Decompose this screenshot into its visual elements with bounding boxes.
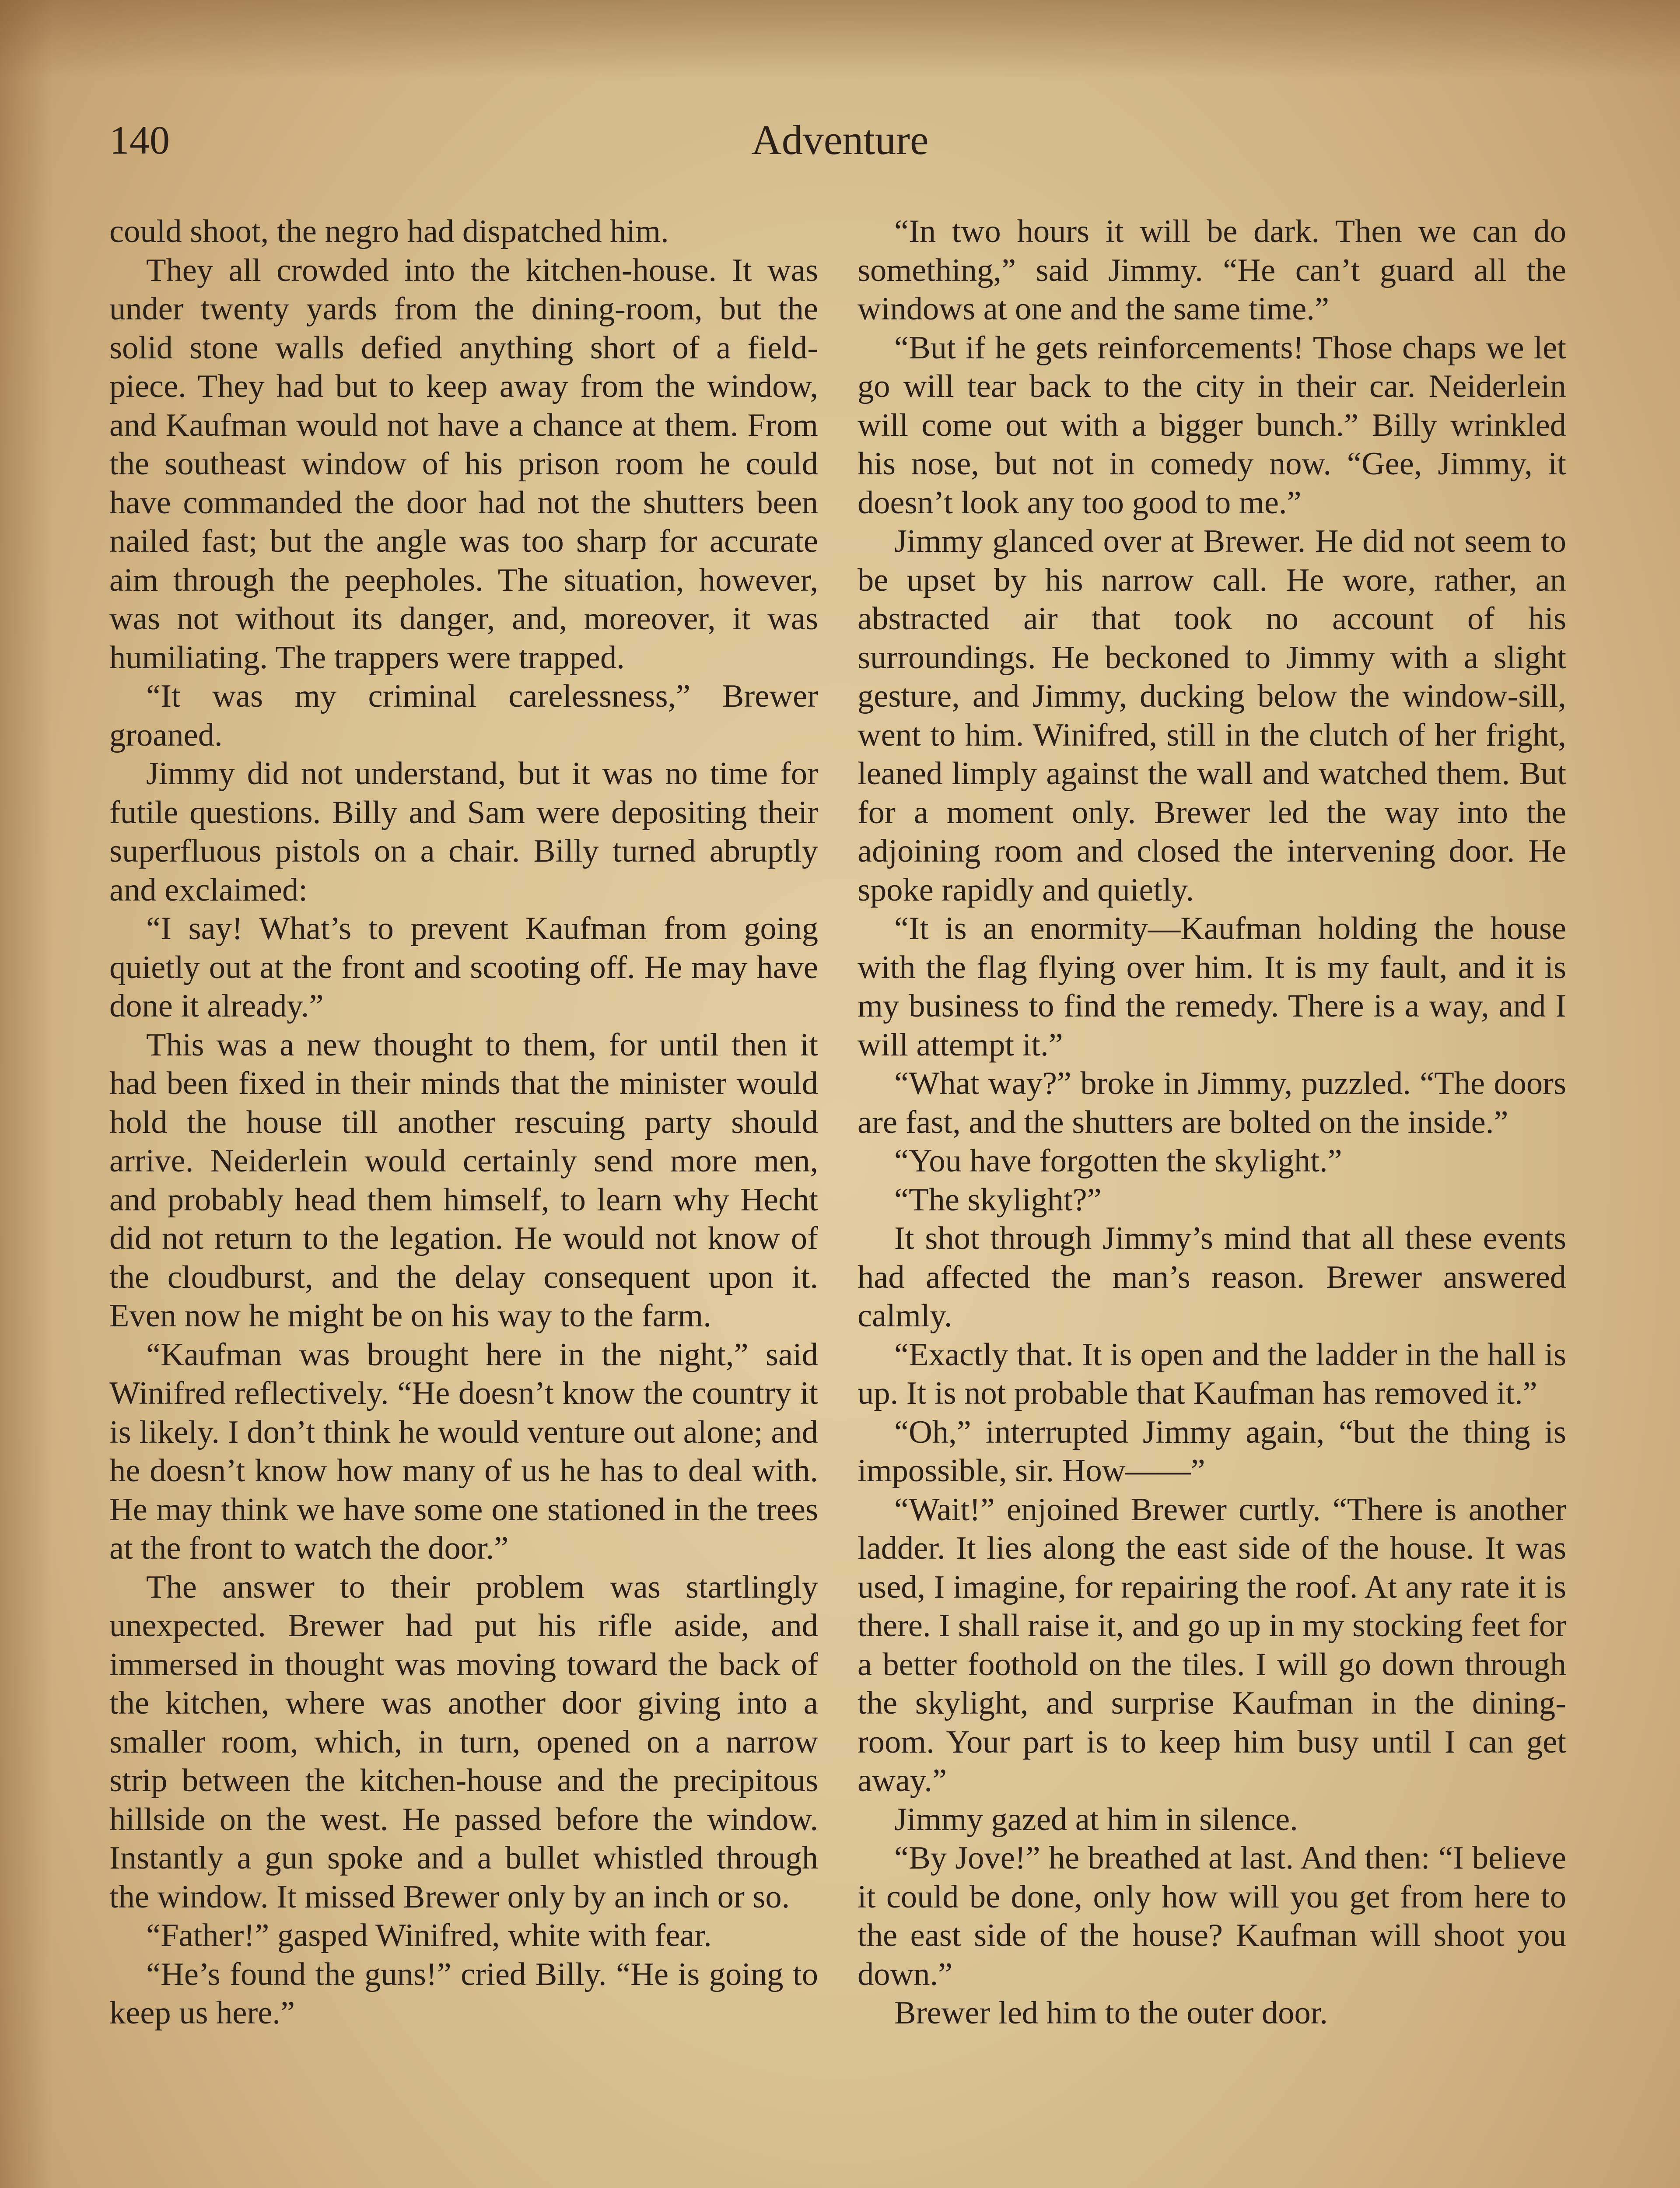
paragraph: “The skylight?” [894,1182,1102,1218]
page-header [109,116,1571,164]
paragraph: It shot through Jimmy’s mind that all these events had affected the man’s reason. Brewer answered calmly. [858,1220,1566,1334]
paragraph: “Wait!” enjoined Brewer curtly. “There is another ladder. It lies along the east side of the house. It was used, I imagine, for repairing the roof. At any rate it is there. I shall raise it, and go up in my stocking feet for a better foothold on the tiles. I will go down through the skylight, and surprise Kaufman in the dining-room. Your part is to keep him busy until I can get away.” [858,1491,1566,1799]
paragraph: “He’s found the guns!” cried Billy. “He is going to keep us here.” [109,1956,818,2031]
paragraph: could shoot, the negro had dispatched him. [109,214,669,249]
paragraph: Brewer led him to the outer door. [894,1995,1328,2031]
paragraph: The answer to their problem was startlingly unexpected. Brewer had put his rifle aside, and immersed in thought was moving toward the back of the kitchen, where was another door giving into a smaller room, which, in turn, opened on a narrow strip between the kitchen-house and the precipitous hillside on the west. He passed before the window. Instantly a gun spoke and a bullet whistled through the window. It missed Brewer only by an inch or so. [109,1569,818,1915]
paragraph: They all crowded into the kitchen-house. It was under twenty yards from the dining-room, but the solid stone walls defied anything short of a field-piece. They had but to keep away from the window, and Kaufman would not have a chance at them. From the southeast window of his prison room he could have commanded the door had not the shutters been nailed fast; but the angle was too sharp for accurate aim through the peepholes. The situation, however, was not without its danger, and, moreover, it was humiliating. The trappers were trapped. [109,252,818,676]
paragraph: “I say! What’s to prevent Kaufman from going quietly out at the front and scooting off. He may have done it already.” [109,911,818,1024]
paragraph: “It is an enormity—Kaufman holding the house with the flag flying over him. It is my fault, and it is my business to find the remedy. There is a way, and I will attempt it.” [858,911,1566,1063]
page-shadow-left [0,0,52,2188]
paragraph: Jimmy gazed at him in silence. [894,1801,1298,1837]
paragraph: “It was my criminal carelessness,” Brewer groaned. [109,678,818,753]
left-column [109,212,818,2033]
paragraph: This was a new thought to them, for until then it had been fixed in their minds that the minister would hold the house till another rescuing party should arrive. Neiderlein would certainly send more men, and probably head them himself, to learn why Hecht did not return to the legation. He would not know of the cloudburst, and the delay consequent upon it. Even now he might be on his way to the farm. [109,1027,818,1334]
paragraph: Jimmy did not understand, but it was no time for futile questions. Billy and Sam were depositing their superfluous pistols on a chair. Billy turned abruptly and exclaimed: [109,756,818,908]
paragraph: “You have forgotten the skylight.” [894,1143,1342,1179]
page-number: 140 [109,118,170,162]
paragraph: Jimmy glanced over at Brewer. He did not seem to be upset by his narrow call. He wore, rather, an abstracted air that took no account of his surroundings. He beckoned to Jimmy with a slight gesture, and Jimmy, ducking below the window-sill, went to him. Winifred, still in the clutch of her fright, leaned limply against the wall and watched them. But for a moment only. Brewer led the way into the adjoining room and closed the intervening door. He spoke rapidly and quietly. [858,523,1566,908]
paragraph: “In two hours it will be dark. Then we can do something,” said Jimmy. “He can’t guard all the windows at one and the same time.” [858,214,1566,327]
paragraph: “Father!” gasped Winifred, white with fear. [146,1918,712,1953]
running-title: Adventure [751,116,929,163]
paragraph: “Exactly that. It is open and the ladder in the hall is up. It is not probable that Kaufman has removed it.” [858,1336,1566,1411]
page-shadow-top [0,0,1680,79]
paragraph: “But if he gets reinforcements! Those chaps we let go will tear back to the city in their car. Neiderlein will come out with a bigger bunch.” Billy wrinkled his nose, but not in comedy now. “Gee, Jimmy, it doesn’t look any too good to me.” [858,330,1566,521]
paragraph: “Oh,” interrupted Jimmy again, “but the thing is impossible, sir. How——” [858,1414,1566,1489]
paragraph: “Kaufman was brought here in the night,” said Winifred reflectively. “He doesn’t know the country it is likely. I don’t think he would venture out alone; and he doesn’t know how many of us he has to deal with. He may think we have some one stationed in the trees at the front to watch the door.” [109,1336,818,1566]
right-column [858,212,1566,2033]
paragraph: “What way?” broke in Jimmy, puzzled. “The doors are fast, and the shutters are bolted on the inside.” [858,1066,1566,1140]
paragraph: “By Jove!” he breathed at last. And then: “I believe it could be done, only how will you get from here to the east side of the house? Kaufman will shoot you down.” [858,1840,1566,1992]
